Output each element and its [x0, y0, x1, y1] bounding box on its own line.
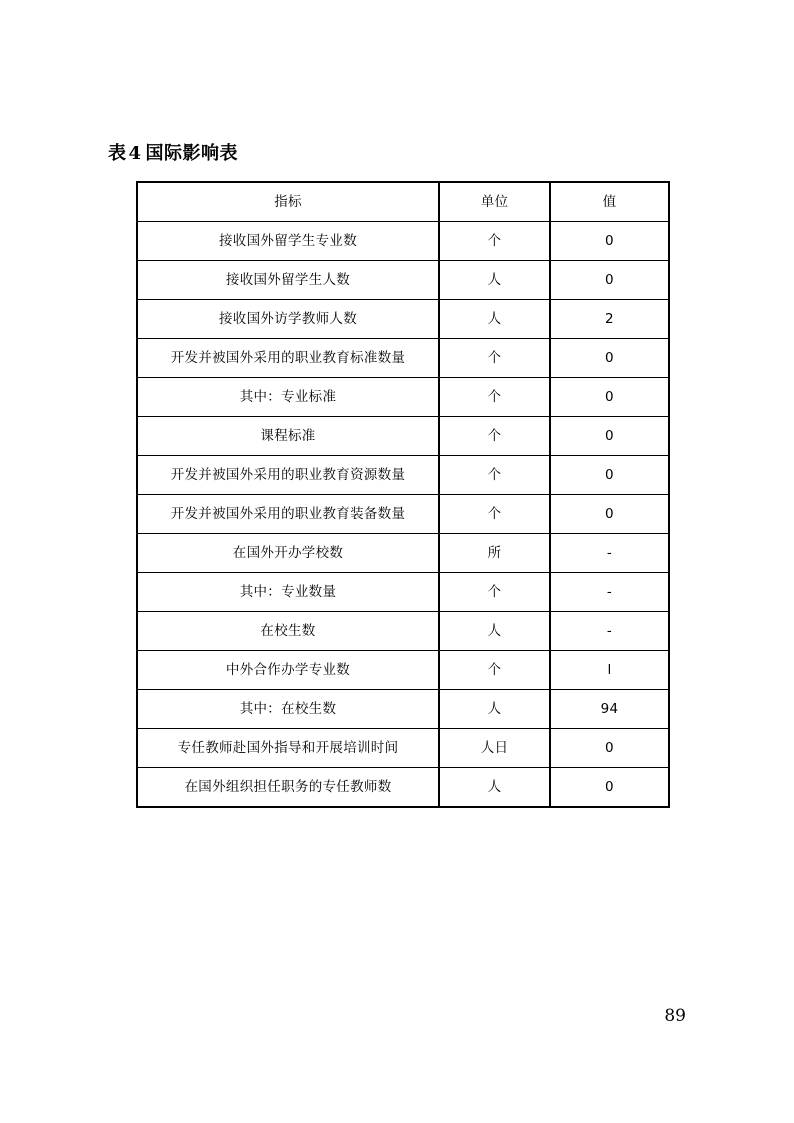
caption-prefix: 表 [108, 143, 127, 164]
caption-number: 4 [128, 143, 142, 164]
cell-unit: 个 [439, 495, 550, 534]
cell-indicator: 接收国外留学生人数 [137, 261, 439, 300]
cell-indicator: 在国外开办学校数 [137, 534, 439, 573]
cell-value: - [550, 612, 669, 651]
cell-unit: 人 [439, 300, 550, 339]
column-header-unit: 单位 [439, 182, 550, 222]
table-row [137, 690, 669, 729]
table-row [137, 300, 669, 339]
cell-value: 0 [550, 456, 669, 495]
cell-indicator: 课程标准 [137, 417, 439, 456]
cell-value: 0 [550, 495, 669, 534]
table-row [137, 456, 669, 495]
cell-unit: 个 [439, 339, 550, 378]
cell-indicator: 开发并被国外采用的职业教育资源数量 [137, 456, 439, 495]
table-row [137, 417, 669, 456]
cell-indicator: 其中：专业数量 [137, 573, 439, 612]
table-header [137, 182, 669, 222]
cell-indicator: 接收国外留学生专业数 [137, 222, 439, 261]
cell-unit: 个 [439, 417, 550, 456]
table-row [137, 495, 669, 534]
table-row [137, 261, 669, 300]
cell-unit: 人 [439, 261, 550, 300]
cell-value: - [550, 534, 669, 573]
cell-indicator: 其中：专业标准 [137, 378, 439, 417]
cell-indicator: 在校生数 [137, 612, 439, 651]
table-row [137, 534, 669, 573]
table-row [137, 729, 669, 768]
cell-value: 0 [550, 378, 669, 417]
caption-title: 国际影响表 [145, 143, 239, 164]
international-influence-table-container [136, 181, 668, 808]
cell-value: l [550, 651, 669, 690]
cell-unit: 所 [439, 534, 550, 573]
table-row [137, 651, 669, 690]
cell-value: - [550, 573, 669, 612]
column-header-indicator: 指标 [137, 182, 439, 222]
cell-unit: 个 [439, 378, 550, 417]
table-body [137, 222, 669, 808]
table-row [137, 612, 669, 651]
cell-indicator: 开发并被国外采用的职业教育装备数量 [137, 495, 439, 534]
cell-indicator: 专任教师赴国外指导和开展培训时间 [137, 729, 439, 768]
cell-unit: 个 [439, 222, 550, 261]
table-row [137, 378, 669, 417]
table-caption [108, 142, 238, 166]
cell-value: 94 [550, 690, 669, 729]
table-row [137, 339, 669, 378]
cell-indicator: 中外合作办学专业数 [137, 651, 439, 690]
cell-unit: 个 [439, 651, 550, 690]
cell-value: 0 [550, 222, 669, 261]
international-influence-table [136, 181, 670, 808]
cell-unit: 人 [439, 612, 550, 651]
table-row [137, 222, 669, 261]
cell-indicator: 开发并被国外采用的职业教育标准数量 [137, 339, 439, 378]
cell-indicator: 其中：在校生数 [137, 690, 439, 729]
table-row [137, 768, 669, 808]
cell-value: 0 [550, 339, 669, 378]
page-number: 89 [664, 1006, 686, 1026]
cell-value: 2 [550, 300, 669, 339]
cell-value: 0 [550, 261, 669, 300]
table-row [137, 573, 669, 612]
cell-unit: 人日 [439, 729, 550, 768]
cell-value: 0 [550, 729, 669, 768]
cell-indicator: 接收国外访学教师人数 [137, 300, 439, 339]
cell-indicator: 在国外组织担任职务的专任教师数 [137, 768, 439, 808]
cell-unit: 个 [439, 456, 550, 495]
cell-unit: 人 [439, 690, 550, 729]
column-header-value: 值 [550, 182, 669, 222]
cell-value: 0 [550, 417, 669, 456]
cell-value: 0 [550, 768, 669, 808]
cell-unit: 个 [439, 573, 550, 612]
cell-unit: 人 [439, 768, 550, 808]
table-header-row [137, 182, 669, 222]
